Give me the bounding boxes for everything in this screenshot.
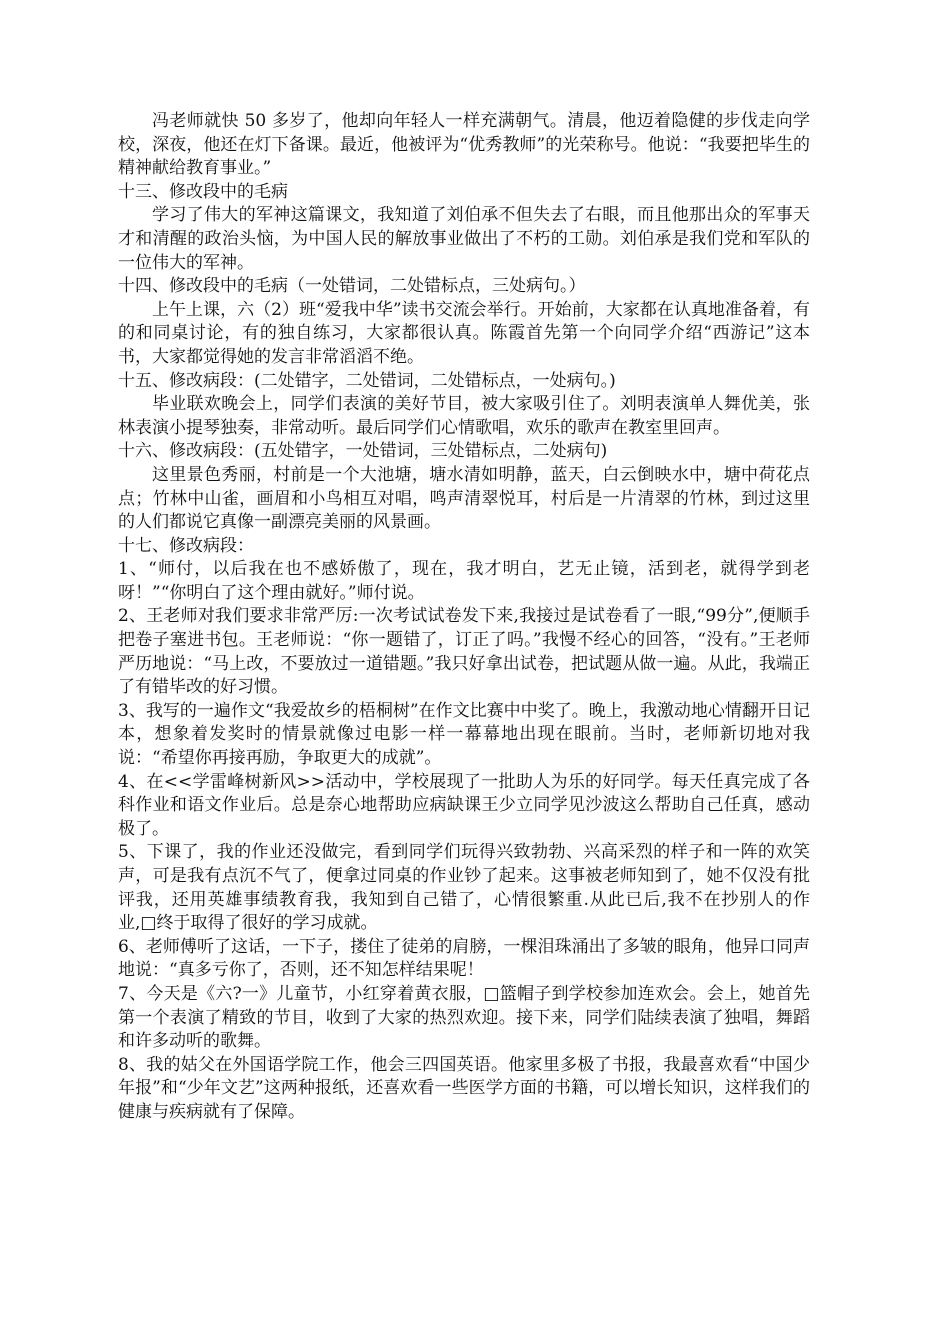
paragraph-teacher-feng: 冯老师就快 50 多岁了，他却向年轻人一样充满朝气。清晨，他迈着隐健的步伐走向学校，深夜，他还在灯下备课。最近，他被评为“优秀教师”的光荣称号。他说：“我要把毕生的精神献给教育事业。” [118,111,810,179]
list-item-2: 2、王老师对我们要求非常严厉:一次考试试卷发下来,我接过是试卷看了一眼,“99分”,便顺手把卷子塞进书包。王老师说：“你一题错了，订正了吗。”我慢不经心的回答，“没有。”王老师严历地说：“马上改，不要放过一道错题。”我只好拿出试卷，把试题从做一遍。从此，我端正了有错毕改的好习惯。 [118,606,810,698]
list-item-1: 1、“师付，以后我在也不感娇傲了，现在，我才明白，艺无止镜，活到老，就得学到老呀！”“你明白了这个理由就好。”师付说。 [118,559,810,603]
list-item-5: 5、下课了，我的作业还没做完，看到同学们玩得兴致勃勃、兴高采烈的样子和一阵的欢笑声，可是我有点沉不气了，便拿过同桌的作业钞了起来。这事被老师知到了，她不仅没有批评我，还用英雄事绩教育我，我知到自己错了，心情很繁重.从此已后,我不在抄别人的作业,□终于取得了很好的学习成就。 [118,842,810,934]
paragraph-liu-bocheng: 学习了伟大的军神这篇课文，我知道了刘伯承不但失去了右眼，而且他那出众的军事天才和清醒的政治头恼，为中国人民的解放事业做出了不朽的工勋。刘伯承是我们党和军队的一位伟大的军神。 [118,205,810,273]
list-item-4: 4、在<<学雷峰树新风>>活动中，学校展现了一批助人为乐的好同学。每天任真完成了各科作业和语文作业后。总是奈心地帮助应病缺课王少立同学见沙波这么帮助自己任真，感动极了。 [118,771,810,839]
section-heading-14: 十四、修改段中的毛病（一处错词，二处错标点，三处病句。） [118,276,586,297]
section-heading-13: 十三、修改段中的毛病 [118,181,288,202]
list-item-3: 3、我写的一遍作文“我爱故乡的梧桐树”在作文比赛中中奖了。晚上，我激动地心情翻开日记本，想象着发奖时的情景就像过电影一样一幕幕地出现在眼前。当时，老师新切地对我说：“希望你再接再励，争取更大的成就”。 [118,700,810,769]
list-item-6: 6、老师傅听了这话，一下子，搂住了徒弟的肩膀，一棵泪珠涌出了多皱的眼角，他异口同声地说：“真多亏你了，否则，还不知怎样结果呢！ [118,936,810,981]
paragraph-graduation-party: 毕业联欢晚会上，同学们表演的美好节目，被大家吸引住了。刘明表演单人舞优美，张林表演小提琴独奏，非常动听。最后同学们心情歌唱，欢乐的歌声在教室里回声。 [118,394,810,438]
list-item-8: 8、我的姑父在外国语学院工作，他会三四国英语。他家里多极了书报，我最喜欢看“中国少年报”和“少年文艺”这两种报纸，还喜欢看一些医学方面的书籍，可以增长知识，这样我们的健康与疾病就有了保障。 [118,1054,810,1122]
section-heading-17: 十七、修改病段： [118,535,254,556]
section-heading-15: 十五、修改病段：(二处错字，二处错词，二处错标点，一处病句。) [118,370,616,391]
section-heading-16: 十六、修改病段：(五处错字，一处错词，三处错标点，二处病句) [118,441,608,462]
list-item-7: 7、今天是《六?一》儿童节，小红穿着黄衣服，□篮帽子到学校参加连欢会。会上，她首先第一个表演了精致的节目，收到了大家的热烈欢迎。接下来，同学们陆续表演了独唱，舞蹈和许多动听的歌舞。 [118,983,810,1052]
paragraph-reading-meeting: 上午上课，六（2）班“爱我中华”读书交流会举行。开始前，大家都在认真地准备着，有的和同桌讨论，有的独自练习，大家都很认真。陈霞首先第一个向同学介绍“西游记”这本书，大家都觉得她的发言非常滔滔不绝。 [118,299,810,367]
document-page [118,110,810,1125]
paragraph-village-scenery: 这里景色秀丽，村前是一个大池塘，塘水清如明静，蓝天，白云倒映水中，塘中荷花点点；竹林中山雀，画眉和小鸟相互对唱，鸣声清翠悦耳，村后是一片清翠的竹林，到过这里的人们都说它真像一副漂亮美丽的风景画。 [118,464,810,533]
